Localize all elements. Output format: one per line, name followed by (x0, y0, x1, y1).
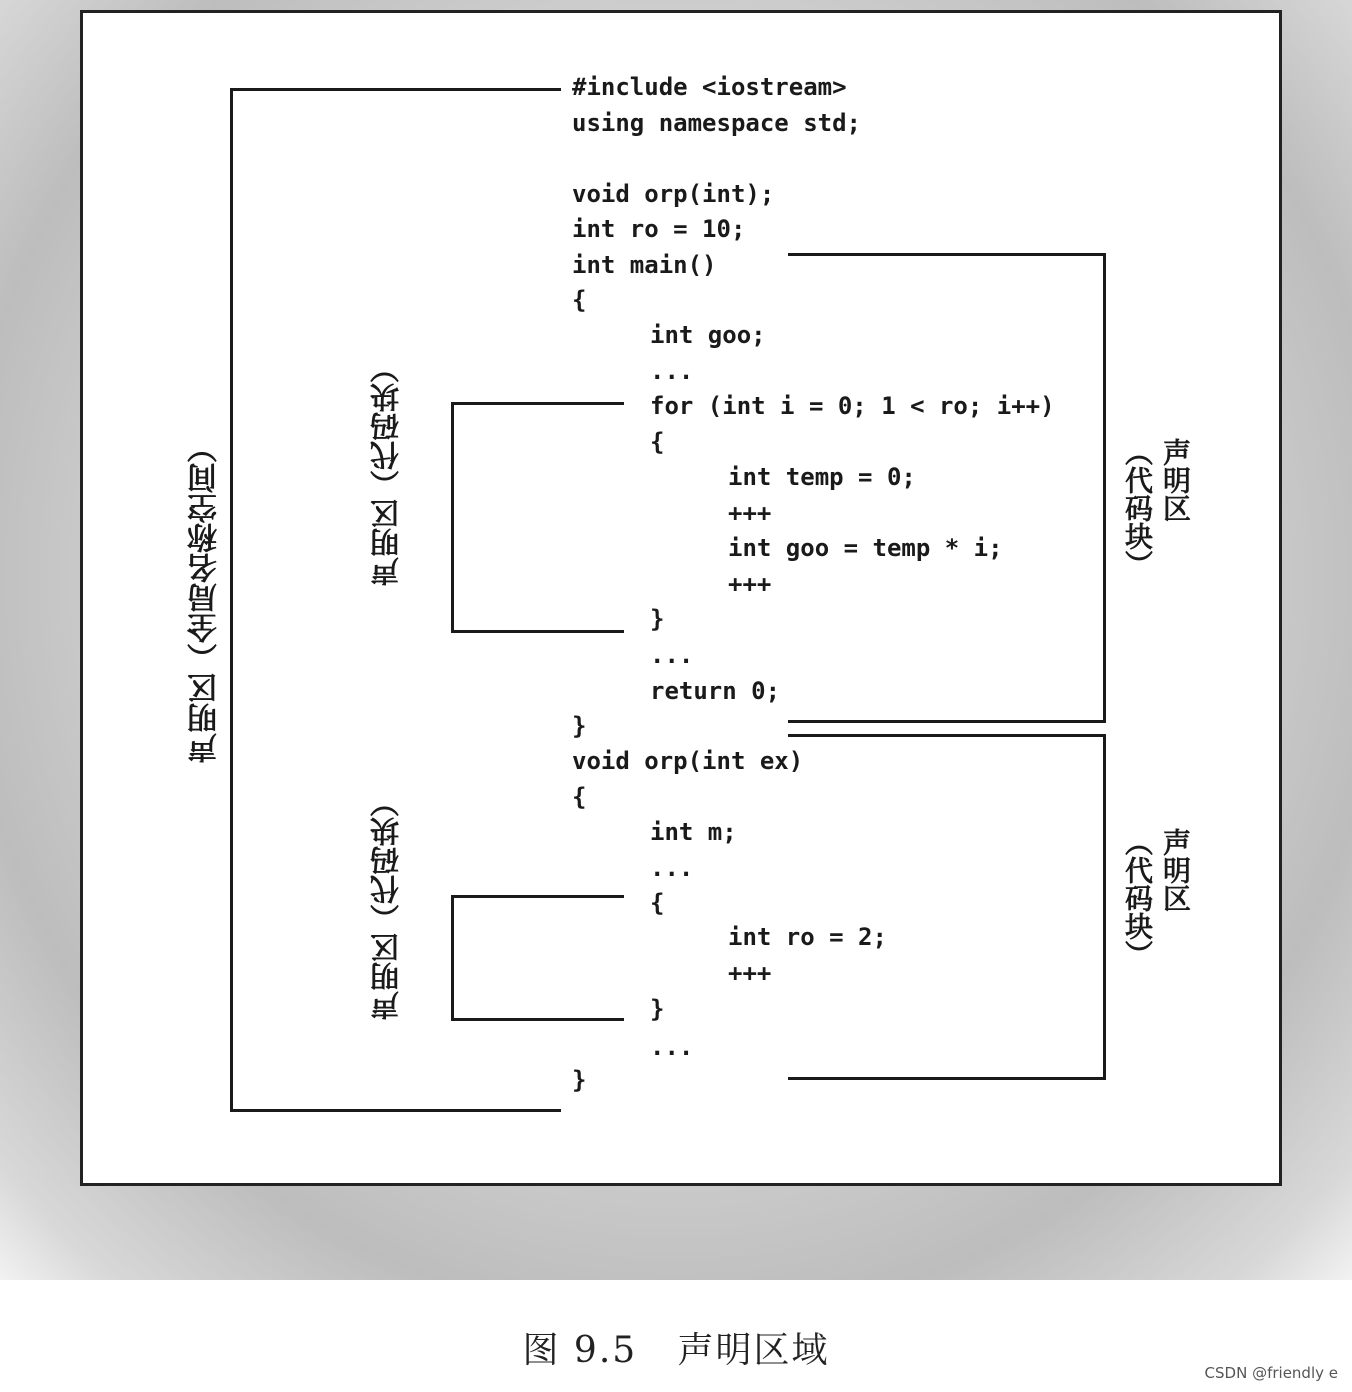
main-block-bracket (788, 253, 1106, 723)
code-main-end (572, 709, 586, 745)
code-line: { (572, 782, 587, 811)
block-label: （代码块） (1121, 438, 1154, 578)
code-line: int goo = temp * i; (728, 534, 1003, 562)
figure-number: 图 9.5 (522, 1330, 638, 1371)
code-orp-body-top (650, 815, 737, 922)
block-label: （代码块） (1121, 828, 1154, 968)
code-orp-end (572, 1063, 586, 1099)
region-label: 声明区 (1159, 828, 1192, 912)
code-orp-header (572, 744, 803, 815)
code-line: { (572, 286, 587, 314)
code-line: int main() (572, 250, 717, 279)
inner-block-bracket (451, 895, 624, 1021)
code-line: { (650, 427, 665, 456)
block-label: （代码块） (369, 788, 403, 933)
watermark: CSDN @friendly e (1204, 1364, 1338, 1382)
code-line: +++ (728, 498, 772, 527)
code-line: ... (650, 356, 694, 385)
global-region-label: 声明区（全局名称空间） (188, 433, 223, 763)
figure-title: 声明区域 (677, 1330, 830, 1371)
code-line: ... (650, 1033, 694, 1061)
code-line: ... (650, 641, 694, 669)
orp-block-bracket (788, 734, 1106, 1080)
code-line: } (650, 995, 665, 1023)
code-line: using namespace std; (572, 108, 861, 137)
code-line: #include <iostream> (572, 73, 847, 101)
orp-block-label (1118, 828, 1194, 978)
code-line: for (int i = 0; 1 < ro; i++) (650, 392, 1055, 420)
code-line: { (650, 889, 665, 917)
for-block-bracket (451, 402, 624, 633)
code-line: int ro = 2; (728, 923, 887, 951)
region-label: 声明区 (369, 933, 403, 1020)
code-main-body-bottom (650, 638, 780, 709)
code-line: int m; (650, 818, 737, 846)
code-line: +++ (728, 569, 772, 598)
code-line: int ro = 10; (572, 215, 746, 243)
code-line: } (572, 1066, 587, 1094)
block-label: （代码块） (369, 354, 403, 499)
code-line: int goo; (650, 321, 766, 349)
region-label: 声明区 (369, 499, 403, 586)
inner-block-label (368, 788, 404, 1020)
code-line: int temp = 0; (728, 463, 916, 491)
code-line: +++ (728, 958, 772, 987)
code-line: void orp(int ex) (572, 747, 804, 775)
code-line: ... (650, 853, 694, 882)
code-inner-close (650, 992, 664, 1028)
code-for-close (650, 602, 664, 638)
code-line: void orp(int); (572, 179, 775, 208)
main-block-label (1118, 438, 1194, 588)
figure-caption (0, 1322, 1352, 1373)
code-orp-dots (650, 1030, 693, 1066)
for-block-label (368, 354, 404, 586)
code-line: } (572, 712, 587, 740)
region-label: 声明区 (1159, 438, 1192, 522)
code-line: return 0; (650, 676, 781, 705)
code-line: } (650, 605, 665, 633)
